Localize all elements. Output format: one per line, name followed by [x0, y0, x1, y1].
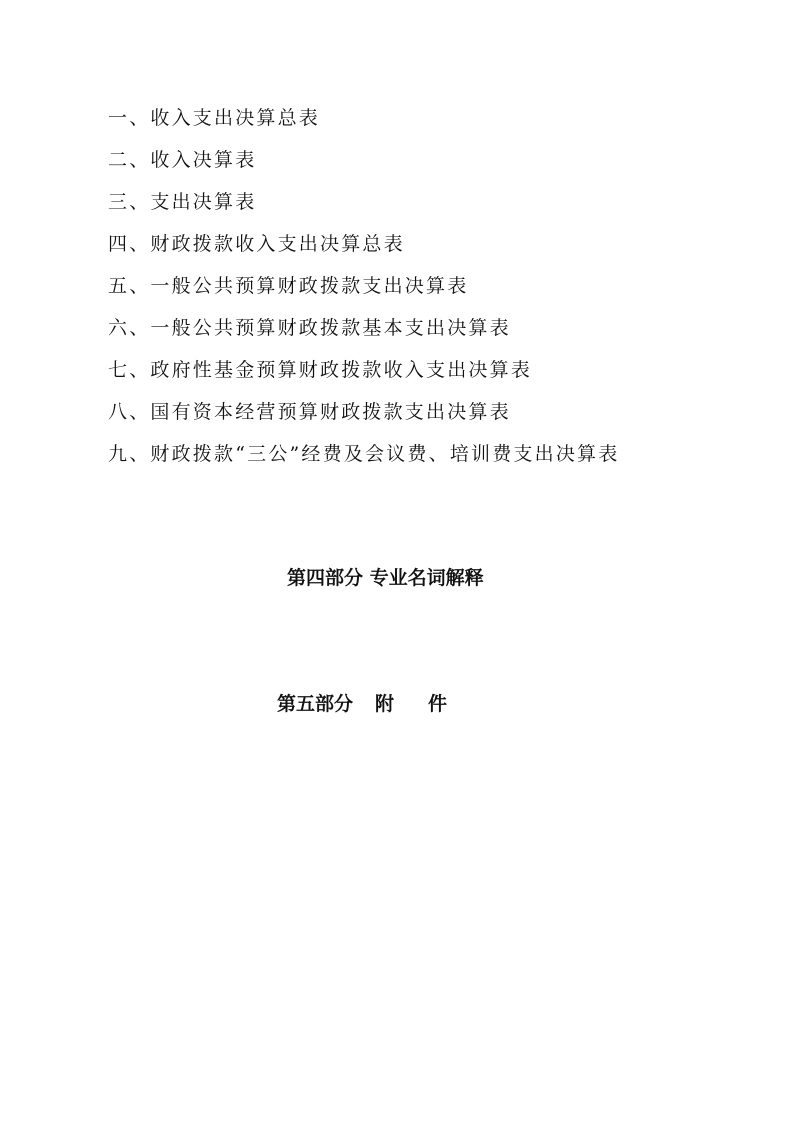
section-heading-part5-word1: 附 — [375, 693, 395, 715]
list-item: 五、一般公共预算财政拨款支出决算表 — [108, 275, 469, 297]
section-heading-part5 — [277, 690, 447, 718]
table-list — [108, 104, 619, 482]
list-item: 四、财政拨款收入支出决算总表 — [108, 233, 405, 255]
list-item: 六、一般公共预算财政拨款基本支出决算表 — [108, 317, 511, 339]
list-item: 一、收入支出决算总表 — [108, 107, 321, 129]
list-item: 三、支出决算表 — [108, 191, 257, 213]
list-item: 二、收入决算表 — [108, 149, 257, 171]
section-heading-part4: 第四部分 专业名词解释 — [287, 567, 484, 589]
list-item: 九、财政拨款“三公”经费及会议费、培训费支出决算表 — [108, 443, 620, 465]
list-item: 七、政府性基金预算财政拨款收入支出决算表 — [108, 359, 533, 381]
section-heading-part5-title: 第五部分 — [277, 693, 354, 715]
list-item: 八、国有资本经营预算财政拨款支出决算表 — [108, 401, 511, 423]
section-heading-part5-word2: 件 — [428, 693, 448, 715]
